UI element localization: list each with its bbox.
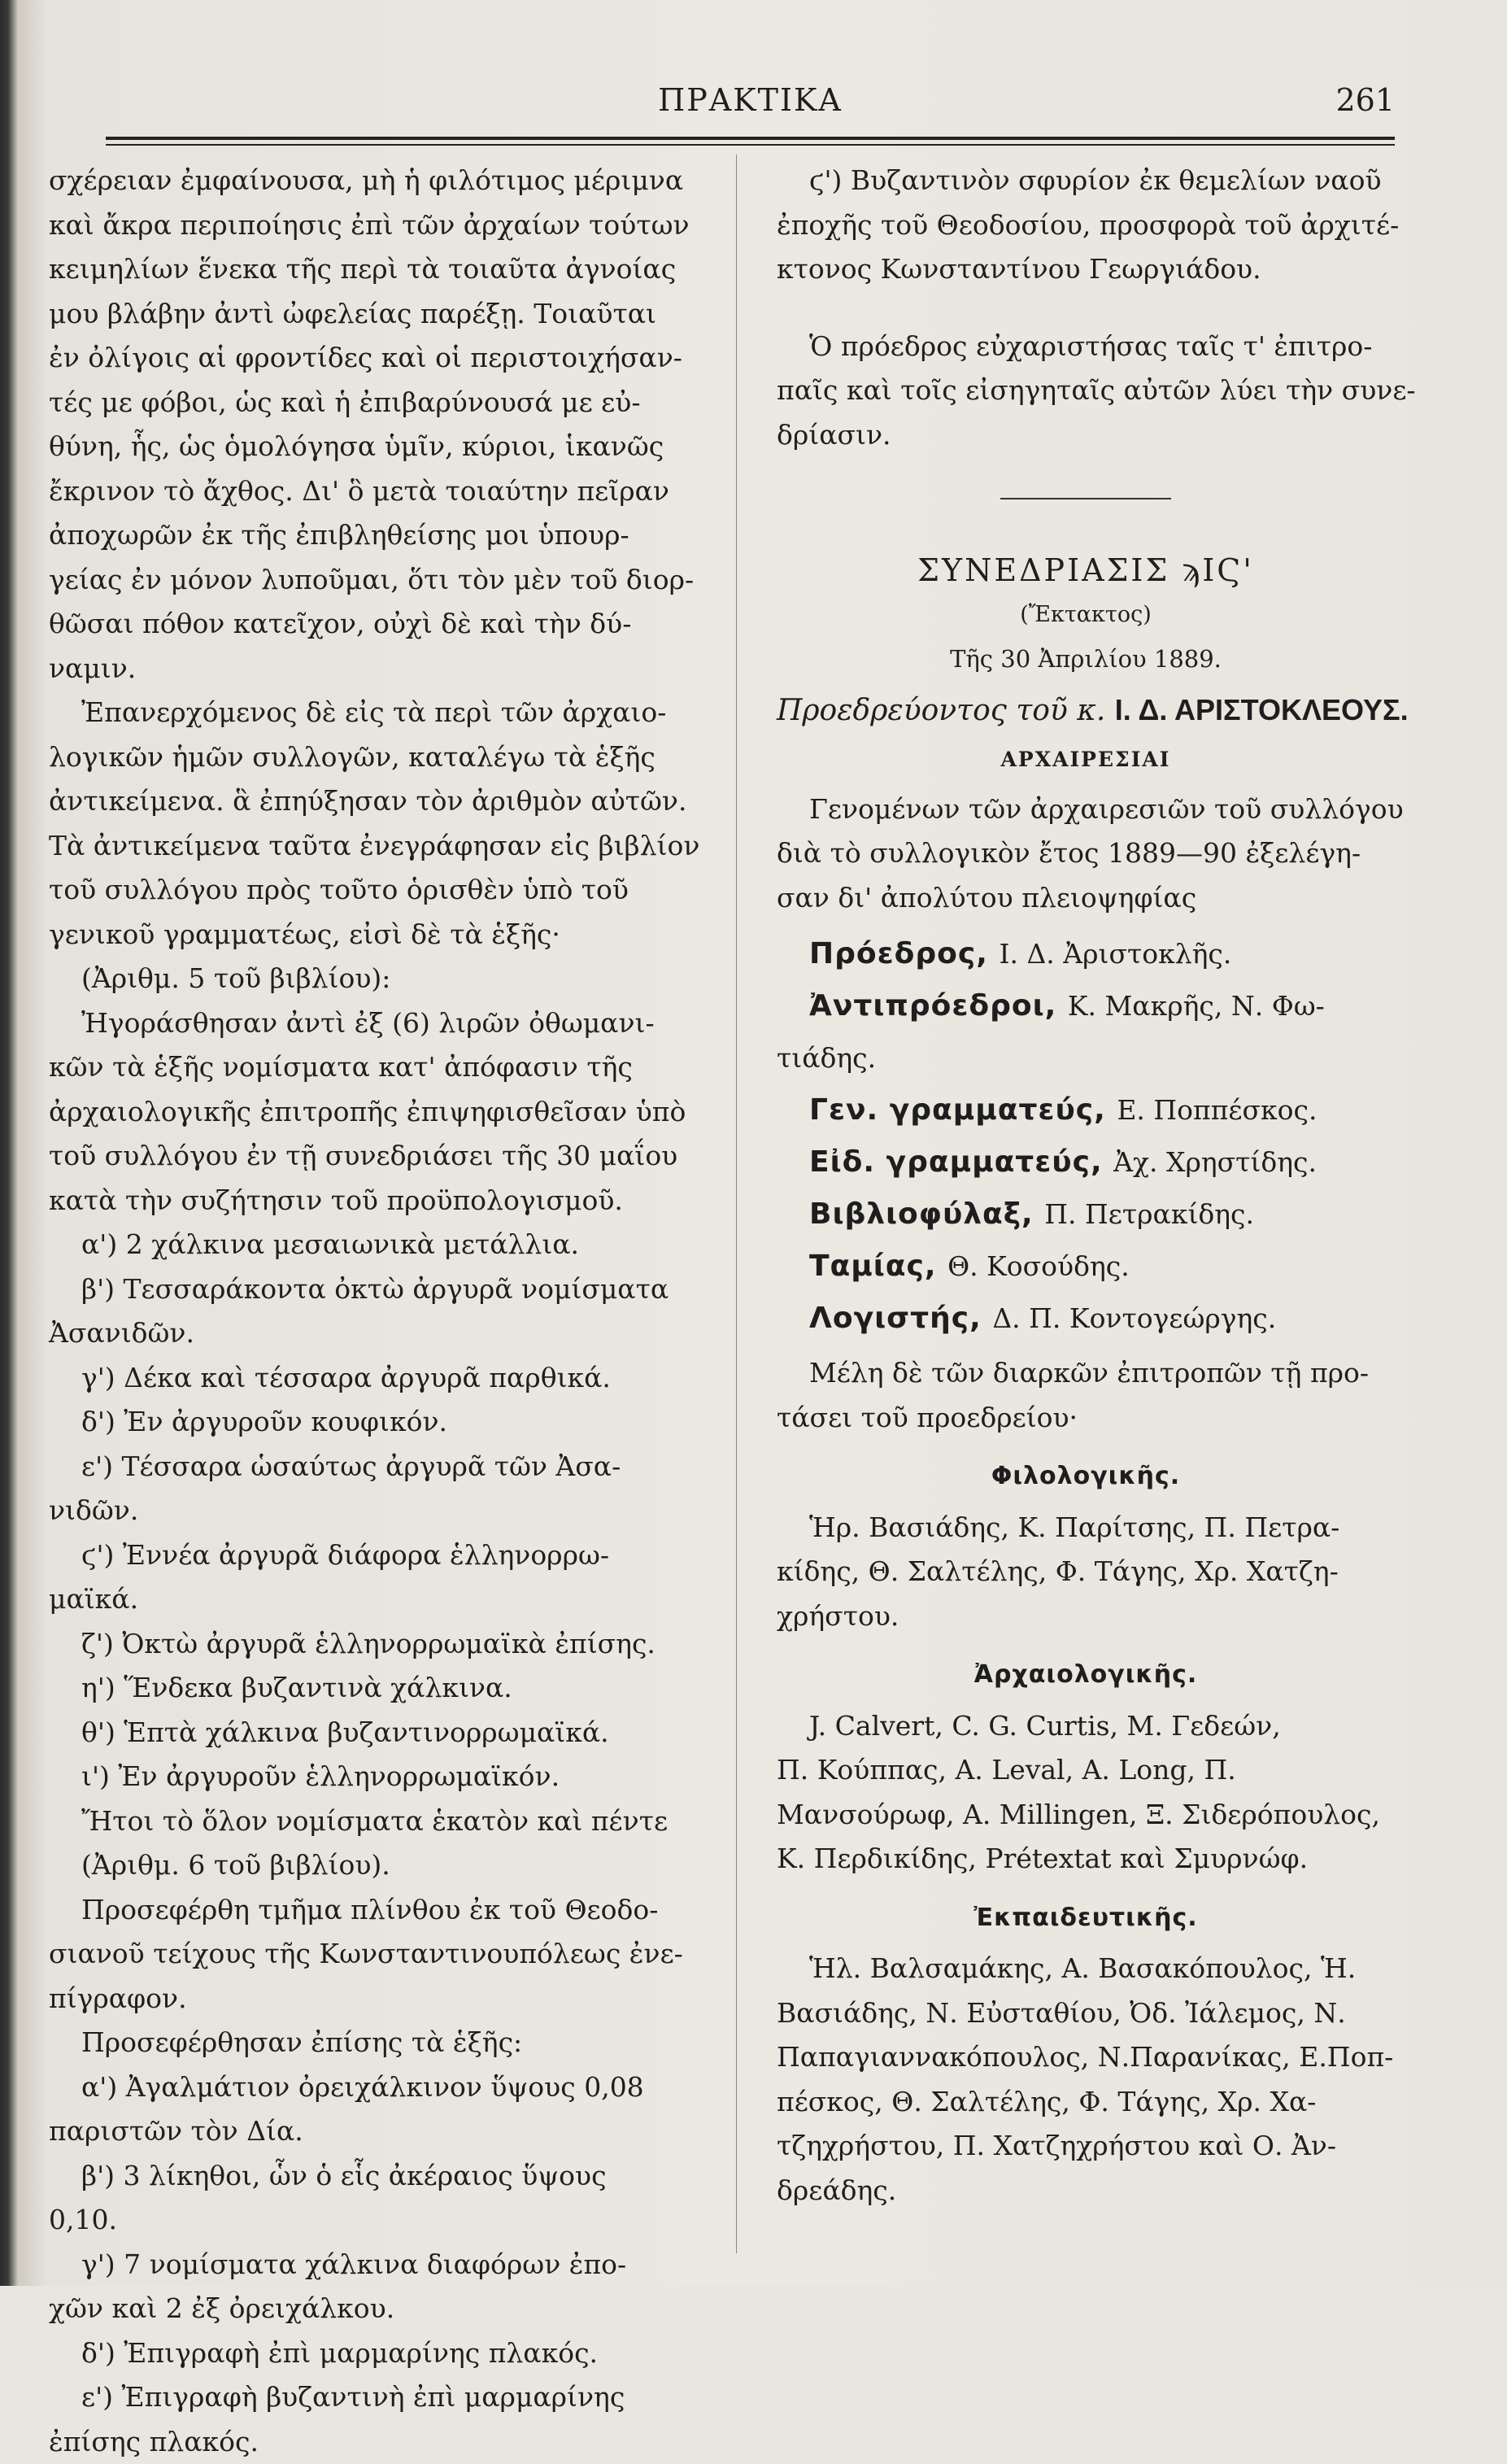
text-line: Ἐπανερχόμενος δὲ εἰς τὰ περὶ τῶν ἀρχαιο-	[49, 691, 708, 735]
closing-paragraph	[777, 325, 1395, 458]
committee-member-line: Π. Κούππας, A. Leval, A. Long, Π.	[777, 1748, 1395, 1793]
page-header	[106, 77, 1395, 134]
officer-name: Ε. Ποππέσκος.	[1117, 1094, 1317, 1126]
text-line: πίγραφον.	[49, 1977, 708, 2021]
officer-name: τιάδης.	[777, 1042, 876, 1074]
officer-name: Κ. Μακρῆς, Ν. Φω-	[1068, 990, 1325, 1022]
committee-member-line: Παπαγιαννακόπουλος, Ν.Παρανίκας, Ε.Ποπ-	[777, 2035, 1395, 2080]
text-line: Γενομένων τῶν ἀρχαιρεσιῶν τοῦ συλλόγου	[777, 787, 1395, 832]
column-divider	[736, 155, 737, 2253]
officer-name: Θ. Κοσούδης.	[947, 1250, 1130, 1282]
text-line: ἐπίσης πλακός.	[49, 2420, 708, 2464]
committee-member-line: δρεάδης.	[777, 2169, 1395, 2213]
text-line: ζ') Ὀκτὼ ἀργυρᾶ ἑλληνορρωμαϊκὰ ἐπίσης.	[49, 1622, 708, 1667]
text-line: γείας ἐν μόνον λυποῦμαι, ὅτι τὸν μὲν τοῦ διορ-	[49, 558, 708, 603]
text-line: μου βλάβην ἀντὶ ὠφελείας παρέξῃ. Τοιαῦται	[49, 292, 708, 337]
text-line: χῶν καὶ 2 ἐξ ὀρειχάλκου.	[49, 2287, 708, 2331]
text-line: ι') Ἐν ἀργυροῦν ἑλληνορρωμαϊκόν.	[49, 1755, 708, 1799]
committee-member-line: Ἡρ. Βασιάδης, Κ. Παρίτσης, Π. Πετρα-	[777, 1506, 1395, 1550]
committee-member-line: πέσκος, Θ. Σαλτέλης, Φ. Τάγης, Χρ. Χα-	[777, 2080, 1395, 2125]
text-line: μαϊκά.	[49, 1577, 708, 1622]
text-line: ἀντικείμενα. ἃ ἐπηύξησαν τὸν ἀριθμὸν αὐτῶν.	[49, 779, 708, 824]
text-line: ϛ') Ἐννέα ἀργυρᾶ διάφορα ἑλληνορρω-	[49, 1533, 708, 1578]
officer-role: Ταμίας,	[809, 1249, 947, 1283]
officer-name: Π. Πετρακίδης.	[1044, 1198, 1254, 1230]
text-line: ἀρχαιολογικῆς ἐπιτροπῆς ἐπιψηφισθεῖσαν ὑπὸ	[49, 1090, 708, 1135]
text-line: θύνη, ἧς, ὡς ὁμολόγησα ὑμῖν, κύριοι, ἱκανῶς	[49, 425, 708, 469]
text-line: Ἤτοι τὸ ὅλον νομίσματα ἑκατὸν καὶ πέντε	[49, 1799, 708, 1844]
text-line: σαν δι' ἀπολύτου πλειοψηφίας	[777, 876, 1395, 921]
committee-member-line: Βασιάδης, Ν. Εὐσταθίου, Ὀδ. Ἰάλεμος, Ν.	[777, 1991, 1395, 2036]
committee-member-line: τζηχρήστου, Π. Χατζηχρήστου καὶ Ο. Ἀν-	[777, 2124, 1395, 2169]
committee-member-line: Κ. Περδικίδης, Prétextat καὶ Σμυρνώφ.	[777, 1837, 1395, 1882]
officer-role: Εἰδ. γραμματεύς,	[809, 1145, 1113, 1179]
text-line: γ') 7 νομίσματα χάλκινα διαφόρων ἐπο-	[49, 2243, 708, 2287]
text-line: (Ἀριθμ. 6 τοῦ βιβλίου).	[49, 1843, 708, 1888]
text-line: σχέρειαν ἐμφαίνουσα, μὴ ἡ φιλότιμος μέριμνα	[49, 159, 708, 203]
text-line: παῖς καὶ τοῖς εἰσηγηταῖς αὐτῶν λύει τὴν συνε-	[777, 369, 1395, 413]
committee-title: Ἐκπαιδευτικῆς.	[777, 1896, 1395, 1941]
committee-title: Ἀρχαιολογικῆς.	[777, 1653, 1395, 1698]
text-line: 0,10.	[49, 2198, 708, 2243]
committee-title: Φιλολογικῆς.	[777, 1454, 1395, 1499]
text-line: ἀποχωρῶν ἐκ τῆς ἐπιβληθείσης μοι ὑπουρ-	[49, 513, 708, 558]
presiding-prefix: Προεδρεύοντος τοῦ κ.	[777, 694, 1105, 727]
text-line: λογικῶν ἡμῶν συλλογῶν, καταλέγω τὰ ἑξῆς	[49, 735, 708, 780]
header-double-rule	[106, 137, 1395, 146]
text-line: διὰ τὸ συλλογικὸν ἔτος 1889—90 ἐξελέγη-	[777, 831, 1395, 876]
text-line: ἔκρινον τὸ ἄχθος. Δι' ὃ μετὰ τοιαύτην πεῖραν	[49, 469, 708, 514]
officer-row	[777, 928, 1395, 980]
session-title: ΣΥΝΕΔΡΙΑΣΙΣ ϡΙϚ'	[777, 548, 1395, 593]
officers-list	[777, 928, 1395, 1345]
text-line: η') Ἕνδεκα βυζαντινὰ χάλκινα.	[49, 1666, 708, 1711]
text-line: δ') Ἐν ἀργυροῦν κουφικόν.	[49, 1400, 708, 1445]
text-line: ναμιν.	[49, 647, 708, 691]
presiding-line	[777, 688, 1395, 734]
officer-name: Ι. Δ. Ἀριστοκλῆς.	[999, 938, 1231, 970]
text-line: Μέλη δὲ τῶν διαρκῶν ἐπιτροπῶν τῇ προ-	[777, 1351, 1395, 1396]
session-type: (Ἔκτακτος)	[777, 593, 1395, 638]
text-line: θ') Ἑπτὰ χάλκινα βυζαντινορρωμαϊκά.	[49, 1711, 708, 1755]
section-rule	[1000, 498, 1171, 499]
officer-row	[777, 1032, 1395, 1084]
officer-row	[777, 1293, 1395, 1345]
officer-row	[777, 980, 1395, 1032]
officer-role: Πρόεδρος,	[809, 937, 999, 970]
text-line: τές με φόβοι, ὡς καὶ ἡ ἐπιβαρύνουσά με εὐ-	[49, 381, 708, 425]
text-line: β') Τεσσαράκοντα ὀκτὼ ἀργυρᾶ νομίσματα	[49, 1267, 708, 1312]
text-line: τοῦ συλλόγου πρὸς τοῦτο ὁρισθὲν ὑπὸ τοῦ	[49, 868, 708, 913]
committee-member-line: κίδης, Θ. Σαλτέλης, Φ. Τάγης, Χρ. Χατζη-	[777, 1550, 1395, 1594]
text-line: καὶ ἄκρα περιποίησις ἐπὶ τῶν ἀρχαίων τούτων	[49, 203, 708, 248]
text-line: δ') Ἐπιγραφὴ ἐπὶ μαρμαρίνης πλακός.	[49, 2331, 708, 2376]
committees-list	[777, 1454, 1395, 2213]
text-line: θῶσαι πόθον κατεῖχον, οὐχὶ δὲ καὶ τὴν δύ-	[49, 602, 708, 647]
text-line: γ') Δέκα καὶ τέσσαρα ἀργυρᾶ παρθικά.	[49, 1356, 708, 1401]
text-line: κειμηλίων ἕνεκα τῆς περὶ τὰ τοιαῦτα ἀγνοίας	[49, 247, 708, 292]
officer-role: Ἀντιπρόεδροι,	[809, 989, 1068, 1023]
elections-heading: ΑΡΧΑΙΡΕΣΙΑΙ	[777, 738, 1395, 783]
text-line: Προσεφέρθη τμῆμα πλίνθου ἐκ τοῦ Θεοδο-	[49, 1888, 708, 1933]
right-top-paragraph	[777, 159, 1395, 292]
text-line: Τὰ ἀντικείμενα ταῦτα ἐνεγράφησαν εἰς βιβλίον	[49, 824, 708, 869]
text-line: β') 3 λίκηθοι, ὧν ὁ εἷς ἀκέραιος ὕψους	[49, 2154, 708, 2199]
elections-paragraph	[777, 787, 1395, 921]
officer-row	[777, 1241, 1395, 1293]
text-line: Ἠγοράσθησαν ἀντὶ ἐξ (6) λιρῶν ὀθωμανι-	[49, 1001, 708, 1046]
officer-row	[777, 1084, 1395, 1136]
text-line: τοῦ συλλόγου ἐν τῇ συνεδριάσει τῆς 30 μαΐου	[49, 1134, 708, 1179]
text-line: νιδῶν.	[49, 1489, 708, 1533]
committee-member-line: Ἡλ. Βαλσαμάκης, Α. Βασακόπουλος, Ἡ.	[777, 1947, 1395, 1991]
left-column	[49, 159, 708, 2464]
text-line: κῶν τὰ ἑξῆς νομίσματα κατ' ἀπόφασιν τῆς	[49, 1045, 708, 1090]
committee-member-line: J. Calvert, C. G. Curtis, M. Γεδεών,	[777, 1704, 1395, 1749]
committee-member-line: Μανσούρωφ, A. Millingen, Ξ. Σιδερόπουλος,	[777, 1793, 1395, 1838]
text-line: παριστῶν τὸν Δία.	[49, 2109, 708, 2154]
text-line: σιανοῦ τείχους τῆς Κωνσταντινουπόλεως ἐνε-	[49, 1932, 708, 1977]
text-line: ἐν ὀλίγοις αἱ φροντίδες καὶ οἱ περιστοιχήσαν-	[49, 336, 708, 381]
page-number: 261	[1335, 82, 1395, 118]
committee-member-line: χρήστου.	[777, 1594, 1395, 1639]
text-line: Προσεφέρθησαν ἐπίσης τὰ ἑξῆς:	[49, 2021, 708, 2065]
committees-intro	[777, 1351, 1395, 1440]
session-date: Τῆς 30 Ἀπριλίου 1889.	[777, 637, 1395, 682]
officer-role: Βιβλιοφύλαξ,	[809, 1197, 1044, 1231]
text-line: ἐποχῆς τοῦ Θεοδοσίου, προσφορὰ τοῦ ἀρχιτέ-	[777, 203, 1395, 248]
text-line: ε') Ἐπιγραφὴ βυζαντινὴ ἐπὶ μαρμαρίνης	[49, 2375, 708, 2420]
officer-role: Λογιστής,	[809, 1302, 992, 1335]
officer-role: Γεν. γραμματεύς,	[809, 1093, 1117, 1127]
running-title: ΠΡΑΚΤΙΚΑ	[106, 82, 1395, 118]
text-line: ϛ') Βυζαντινὸν σφυρίον ἐκ θεμελίων ναοῦ	[777, 159, 1395, 203]
text-line: Ἀσανιδῶν.	[49, 1311, 708, 1356]
text-line: κτονος Κωνσταντίνου Γεωργιάδου.	[777, 247, 1395, 292]
officer-row	[777, 1136, 1395, 1188]
text-line: γενικοῦ γραμματέως, εἰσὶ δὲ τὰ ἑξῆς·	[49, 913, 708, 957]
text-line: κατὰ τὴν συζήτησιν τοῦ προϋπολογισμοῦ.	[49, 1179, 708, 1223]
text-line: (Ἀριθμ. 5 τοῦ βιβλίου):	[49, 957, 708, 1001]
text-line: Ὁ πρόεδρος εὐχαριστήσας ταῖς τ' ἐπιτρο-	[777, 325, 1395, 369]
officer-name: Ἀχ. Χρηστίδης.	[1113, 1146, 1317, 1178]
text-line: δρίασιν.	[777, 413, 1395, 458]
right-column	[777, 159, 1395, 2213]
text-line: τάσει τοῦ προεδρείου·	[777, 1396, 1395, 1441]
text-line: α') Ἀγαλμάτιον ὀρειχάλκινον ὕψους 0,08	[49, 2065, 708, 2110]
text-line: α') 2 χάλκινα μεσαιωνικὰ μετάλλια.	[49, 1223, 708, 1267]
presiding-name: Ι. Δ. ΑΡΙΣΤΟΚΛΕΟΥΣ.	[1115, 693, 1409, 726]
officer-row	[777, 1188, 1395, 1241]
text-line: ε') Τέσσαρα ὡσαύτως ἀργυρᾶ τῶν Ἀσα-	[49, 1445, 708, 1489]
officer-name: Δ. Π. Κοντογεώργης.	[992, 1302, 1276, 1334]
